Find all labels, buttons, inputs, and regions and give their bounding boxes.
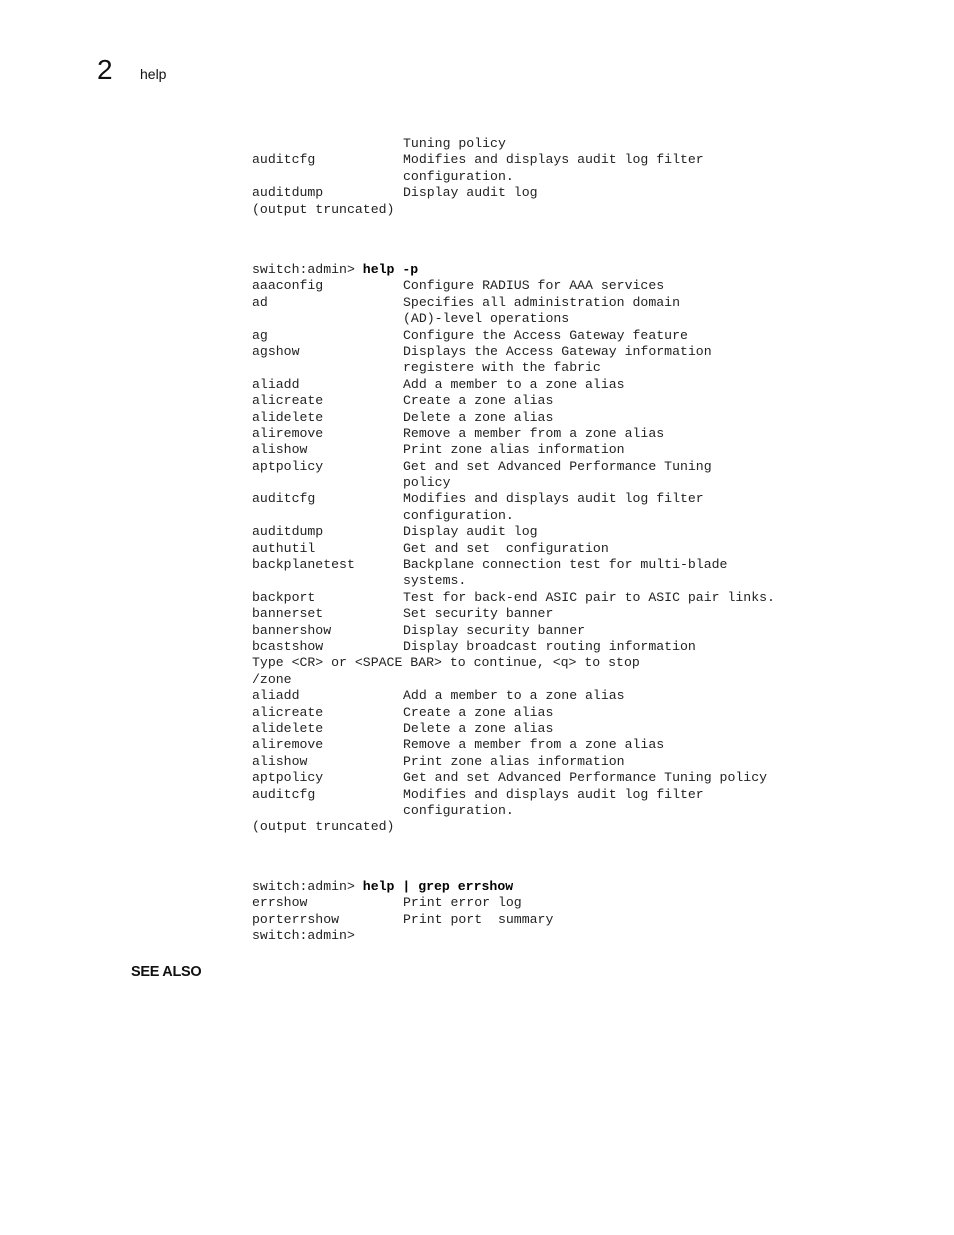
- example-grep-block: [252, 879, 553, 945]
- running-title: help: [140, 66, 167, 82]
- prompt-text: switch:admin>: [252, 262, 363, 277]
- command-name: bannershow: [252, 622, 332, 638]
- command-description: Print port summary: [403, 911, 554, 927]
- output-line: [252, 328, 775, 344]
- output-line: [252, 557, 775, 573]
- prompt-text: switch:admin>: [252, 879, 363, 894]
- command-description: Get and set configuration: [403, 540, 609, 556]
- output-line: [252, 459, 775, 475]
- command-description: Modifies and displays audit log filter: [403, 786, 704, 802]
- command-description: Test for back-end ASIC pair to ASIC pair links.: [403, 589, 775, 605]
- output-text: Type <CR> or <SPACE BAR> to continue, <q> to stop: [252, 655, 640, 671]
- command-name: aliremove: [252, 737, 324, 753]
- command-description: Remove a member from a zone alias: [403, 737, 665, 753]
- output-line: [252, 393, 775, 409]
- output-line: [252, 344, 775, 360]
- output-line: [252, 491, 775, 507]
- command-description: Configure RADIUS for AAA services: [403, 278, 665, 294]
- command-name: auditcfg: [252, 152, 316, 168]
- command-description: Print zone alias information: [403, 442, 625, 458]
- output-line: [252, 895, 553, 911]
- output-line: [252, 787, 775, 803]
- command-name: aliadd: [252, 376, 300, 392]
- command-description: Display broadcast routing information: [403, 638, 696, 654]
- output-line: [252, 737, 775, 753]
- output-line: [252, 295, 775, 311]
- command-description: Specifies all administration domain: [403, 294, 680, 310]
- output-text: (output truncated): [252, 819, 395, 835]
- output-line: [252, 311, 775, 327]
- command-description: registere with the fabric: [403, 360, 601, 376]
- command-description: Display audit log: [403, 185, 538, 201]
- command-name: alicreate: [252, 393, 324, 409]
- output-line: [252, 524, 775, 540]
- output-line: [252, 360, 775, 376]
- command-name: aliremove: [252, 425, 324, 441]
- output-line: [252, 819, 775, 835]
- output-line: [252, 721, 775, 737]
- command-description: policy: [403, 475, 451, 491]
- output-line: [252, 639, 775, 655]
- command-name: aliadd: [252, 688, 300, 704]
- command-description: Displays the Access Gateway information: [403, 343, 712, 359]
- chapter-number: 2: [97, 54, 113, 85]
- output-line: [252, 912, 553, 928]
- command-description: Modifies and displays audit log filter: [403, 491, 704, 507]
- command-description: Configure the Access Gateway feature: [403, 327, 688, 343]
- command-name: auditdump: [252, 185, 324, 201]
- output-text: /zone: [252, 671, 292, 687]
- command-description: Remove a member from a zone alias: [403, 425, 665, 441]
- typed-command: help -p: [362, 262, 419, 277]
- command-description: configuration.: [403, 802, 514, 818]
- command-name: bcastshow: [252, 638, 324, 654]
- command-name: alishow: [252, 442, 308, 458]
- command-description: Get and set Advanced Performance Tuning: [403, 458, 712, 474]
- command-description: Create a zone alias: [403, 704, 554, 720]
- output-line: [252, 442, 775, 458]
- command-description: Get and set Advanced Performance Tuning policy: [403, 770, 768, 786]
- see-also-heading: SEE ALSO: [131, 964, 202, 980]
- command-description: Delete a zone alias: [403, 409, 554, 425]
- command-name: alidelete: [252, 409, 324, 425]
- command-name: porterrshow: [252, 911, 340, 927]
- output-line: [252, 185, 704, 201]
- command-description: systems.: [403, 573, 467, 589]
- output-line: [252, 770, 775, 786]
- output-line: [252, 590, 775, 606]
- output-line: [252, 541, 775, 557]
- command-name: ag: [252, 327, 268, 343]
- command-description: Add a member to a zone alias: [403, 376, 625, 392]
- command-description: Tuning policy: [403, 136, 506, 151]
- command-name: alishow: [252, 753, 308, 769]
- command-name: backplanetest: [252, 557, 355, 573]
- command-description: Print error log: [403, 895, 522, 911]
- output-text: (output truncated): [252, 201, 395, 217]
- output-line: [252, 136, 704, 152]
- command-description: Display security banner: [403, 622, 586, 638]
- command-description: Display audit log: [403, 524, 538, 540]
- command-name: aaaconfig: [252, 278, 324, 294]
- command-name: alicreate: [252, 704, 324, 720]
- command-name: errshow: [252, 895, 308, 911]
- command-description: configuration.: [403, 168, 514, 184]
- command-description: Modifies and displays audit log filter: [403, 152, 704, 168]
- output-line: [252, 705, 775, 721]
- command-name: auditdump: [252, 524, 324, 540]
- example-output-block-1: [252, 136, 704, 218]
- output-line: [252, 152, 704, 168]
- command-description: Add a member to a zone alias: [403, 688, 625, 704]
- command-description: configuration.: [403, 507, 514, 523]
- command-name: auditcfg: [252, 786, 316, 802]
- command-description: (AD)-level operations: [403, 311, 570, 327]
- output-line: [252, 475, 775, 491]
- command-prompt-line: [252, 262, 775, 278]
- output-line: [252, 278, 775, 294]
- output-line: [252, 672, 775, 688]
- output-line: [252, 655, 775, 671]
- command-description: Backplane connection test for multi-blade: [403, 557, 728, 573]
- command-name: bannerset: [252, 606, 324, 622]
- example-help-p-block: [252, 262, 775, 836]
- command-name: aptpolicy: [252, 770, 324, 786]
- command-description: Print zone alias information: [403, 753, 625, 769]
- command-description: Set security banner: [403, 606, 554, 622]
- output-line: [252, 169, 704, 185]
- command-name: agshow: [252, 343, 300, 359]
- output-line: [252, 928, 553, 944]
- output-line: [252, 426, 775, 442]
- output-line: [252, 202, 704, 218]
- output-line: [252, 377, 775, 393]
- command-name: ad: [252, 294, 268, 310]
- output-line: [252, 688, 775, 704]
- command-description: Create a zone alias: [403, 393, 554, 409]
- command-name: aptpolicy: [252, 458, 324, 474]
- output-line: [252, 573, 775, 589]
- command-name: alidelete: [252, 720, 324, 736]
- output-line: [252, 410, 775, 426]
- output-line: [252, 754, 775, 770]
- typed-command: help | grep errshow: [362, 879, 514, 894]
- command-prompt-line: [252, 879, 553, 895]
- output-line: [252, 623, 775, 639]
- command-description: Delete a zone alias: [403, 720, 554, 736]
- command-name: auditcfg: [252, 491, 316, 507]
- output-line: [252, 803, 775, 819]
- command-name: authutil: [252, 540, 316, 556]
- output-line: [252, 508, 775, 524]
- command-name: backport: [252, 589, 316, 605]
- output-line: [252, 606, 775, 622]
- output-text: switch:admin>: [252, 928, 355, 944]
